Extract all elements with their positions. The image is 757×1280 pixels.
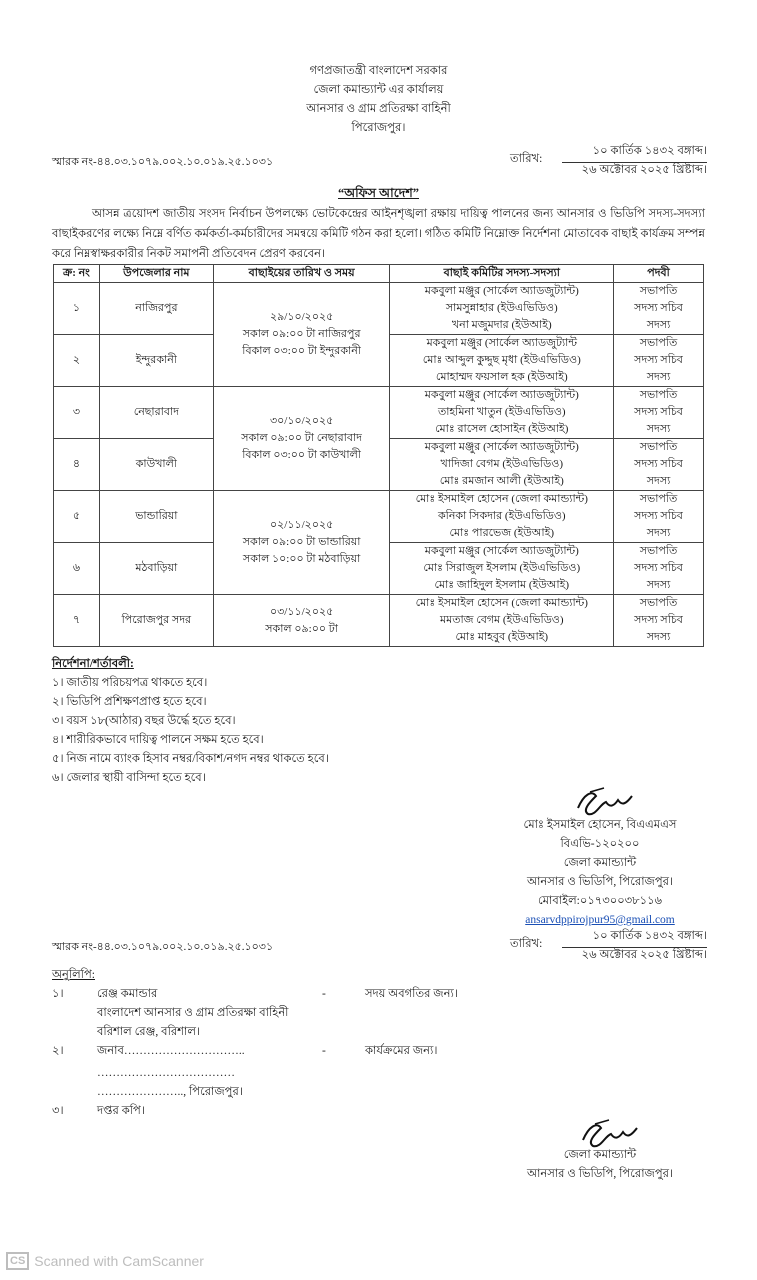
header-post: পদবী xyxy=(614,265,704,283)
member-name: মোঃ ইসমাইল হোসেন (জেলা কমান্ড্যান্ট) xyxy=(415,493,588,505)
members-cell xyxy=(390,439,614,491)
member-name: মকবুলা মঞ্জুর (সার্কেল অ্যাডজুট্যান্ট) xyxy=(424,285,579,297)
post-name: সভাপতি xyxy=(639,493,678,505)
post-name: সদস্য xyxy=(646,579,671,591)
date-label: তারিখ: xyxy=(510,153,543,165)
table-header-row xyxy=(54,265,704,283)
copy-heading: অনুলিপি: xyxy=(52,969,95,981)
memo-ref: স্মারক নং-৪৪.০৩.১০৭৯.০০২.১০.০১৯.২৫.১০৩১ xyxy=(52,156,274,168)
camscanner-logo-icon: CS xyxy=(6,1252,29,1270)
post-name: সদস্য xyxy=(646,371,671,383)
date-label: তারিখ: xyxy=(510,938,543,950)
member-name: মোঃ মাহবুব (ইউআই) xyxy=(455,631,549,643)
member-name: মোঃ আব্দুল কুদ্দুছ মৃধা (ইউএভিডিও) xyxy=(422,354,581,366)
post-name: সদস্য xyxy=(646,631,671,643)
post-name: সভাপতি xyxy=(639,389,678,401)
signatory2-office: আনসার ও ভিডিপি, পিরোজপুর। xyxy=(526,1168,674,1180)
memo-ref-copy: স্মারক নং-৪৪.০৩.১০৭৯.০০২.১০.০১৯.২৫.১০৩১ xyxy=(52,941,274,953)
upazila-cell: ভান্ডারিয়া xyxy=(99,491,213,543)
copy-number: ২। xyxy=(52,1045,64,1057)
member-name: মোঃ সিরাজুল ইসলাম (ইউএভিডিও) xyxy=(423,562,581,574)
condition-item: ২। ভিডিপি প্রশিক্ষণপ্রাপ্ত হতে হবে। xyxy=(52,696,207,708)
upazila-cell: কাউখালী xyxy=(99,439,213,491)
signatory-id: বিএভি-১২০২০০ xyxy=(560,838,640,850)
post-name: সদস্য xyxy=(646,475,671,487)
table-row xyxy=(54,387,704,439)
post-cell xyxy=(614,491,704,543)
members-cell xyxy=(390,543,614,595)
post-name: সদস্য xyxy=(646,319,671,331)
post-name: সভাপতি xyxy=(639,337,678,349)
serial-cell: ৩ xyxy=(54,387,100,439)
date-bangla: ১০ কার্তিক ১৪৩২ বঙ্গাব্দ। xyxy=(562,142,707,163)
post-name: সভাপতি xyxy=(639,441,678,453)
member-name: তাহমিনা খাতুন (ইউএভিডিও) xyxy=(437,406,566,418)
member-name: খনা মজুমদার (ইউআই) xyxy=(451,319,552,331)
copy-purpose: কার্যক্রমের জন্য। xyxy=(365,1045,438,1057)
signatory2-block xyxy=(470,1146,730,1184)
signatory-office: আনসার ও ভিডিপি, পিরোজপুর। xyxy=(526,876,674,888)
schedule-line: ০২/১১/২০২৫ xyxy=(269,519,334,531)
post-name: সদস্য সচিব xyxy=(634,510,683,522)
post-name: সদস্য xyxy=(646,527,671,539)
schedule-line: বিকাল ০৩:০০ টা ইন্দুরকানী xyxy=(242,345,361,357)
signatory-email-link[interactable]: ansarvdppirojpur95@gmail.com xyxy=(525,914,675,926)
member-name: মোঃ রাসেল হোসাইন (ইউআই) xyxy=(435,423,569,435)
post-name: সভাপতি xyxy=(639,597,678,609)
schedule-line: সকাল ০৯:০০ টা ভান্ডারিয়া xyxy=(242,536,361,548)
serial-cell: ৭ xyxy=(54,595,100,647)
post-name: সদস্য সচিব xyxy=(634,302,683,314)
date-bangla: ১০ কার্তিক ১৪৩২ বঙ্গাব্দ। xyxy=(562,927,707,948)
signatory-block xyxy=(470,816,730,930)
copy-line: বাংলাদেশ আনসার ও গ্রাম প্রতিরক্ষা বাহিনী xyxy=(97,1007,289,1019)
member-name: মকবুলা মঞ্জুর (সার্কেল অ্যাডজুট্যান্ট) xyxy=(424,389,579,401)
post-cell xyxy=(614,335,704,387)
schedule-cell xyxy=(213,491,390,595)
post-cell xyxy=(614,439,704,491)
copy-purpose: সদয় অবগতির জন্য। xyxy=(365,988,458,1000)
post-name: সদস্য সচিব xyxy=(634,614,683,626)
watermark-text: Scanned with CamScanner xyxy=(34,1253,204,1269)
members-cell xyxy=(390,387,614,439)
committee-table xyxy=(53,264,704,647)
post-cell xyxy=(614,283,704,335)
schedule-cell xyxy=(213,595,390,647)
members-cell xyxy=(390,335,614,387)
table-row xyxy=(54,283,704,335)
member-name: খাদিজা বেগম (ইউএভিডিও) xyxy=(440,458,563,470)
schedule-line: সকাল ০৯:০০ টা xyxy=(265,622,338,635)
signatory-designation: জেলা কমান্ড্যান্ট xyxy=(563,857,637,869)
members-cell xyxy=(390,283,614,335)
copy-line: রেঞ্জ কমান্ডার xyxy=(97,988,158,1000)
letterhead-line: জেলা কমান্ড্যান্ট এর কার্যালয় xyxy=(313,84,444,96)
post-name: সভাপতি xyxy=(639,545,678,557)
order-body xyxy=(52,204,705,264)
upazila-cell: মঠবাড়িয়া xyxy=(99,543,213,595)
order-title: “অফিস আদেশ” xyxy=(338,186,419,200)
copy-line: দপ্তর কপি। xyxy=(97,1105,145,1117)
upazila-cell: নাজিরপুর xyxy=(99,283,213,335)
letterhead xyxy=(0,62,757,138)
post-cell xyxy=(614,543,704,595)
signatory-name: মোঃ ইসমাইল হোসেন, বিএএমএস xyxy=(523,819,677,831)
post-cell xyxy=(614,595,704,647)
memo-date-copy xyxy=(510,927,705,967)
condition-item: ৫। নিজ নামে ব্যাংক হিসাব নম্বর/বিকাশ/নগদ নম্বর থাকতে হবে। xyxy=(52,753,329,765)
copy-list xyxy=(52,966,552,1121)
member-name: সামসুন্নাহার (ইউএভিডিও) xyxy=(445,302,558,314)
copy-line: জনাব………………………….. xyxy=(97,1045,245,1057)
schedule-line: সকাল ১০:০০ টা মঠবাড়িয়া xyxy=(242,553,361,565)
schedule-cell xyxy=(213,283,390,387)
letterhead-line: গণপ্রজাতন্ত্রী বাংলাদেশ সরকার xyxy=(309,65,448,77)
upazila-cell: নেছারাবাদ xyxy=(99,387,213,439)
copy-number: ১। xyxy=(52,988,64,1000)
copy-line: ………………….., পিরোজপুর। xyxy=(97,1086,243,1098)
dash: - xyxy=(322,1045,326,1057)
letterhead-line: পিরোজপুর। xyxy=(351,122,406,134)
schedule-line: ০৩/১১/২০২৫ xyxy=(269,605,334,618)
header-members: বাছাই কমিটির সদস্য-সদস্যা xyxy=(390,265,614,283)
member-name: মকবুলা মঞ্জুর (সার্কেল অ্যাডজুট্যান্ট) xyxy=(424,441,579,453)
copy-number: ৩। xyxy=(52,1105,64,1117)
upazila-cell: পিরোজপুর সদর xyxy=(99,595,213,647)
memo-date xyxy=(510,142,705,182)
serial-cell: ১ xyxy=(54,283,100,335)
header-schedule: বাছাইয়ের তারিখ ও সময় xyxy=(213,265,390,283)
members-cell xyxy=(390,491,614,543)
schedule-line: সকাল ০৯:০০ টা নাজিরপুর xyxy=(242,328,361,340)
serial-cell: ৪ xyxy=(54,439,100,491)
member-name: মমতাজ বেগম (ইউএভিডিও) xyxy=(439,614,564,626)
member-name: কনিকা সিকদার (ইউএভিডিও) xyxy=(437,510,566,522)
members-cell xyxy=(390,595,614,647)
schedule-line: ২৯/১০/২০২৫ xyxy=(269,311,334,323)
order-body-text: আসন্ন ত্রয়োদশ জাতীয় সংসদ নির্বাচন উপলক্ষ্যে ভোটকেন্দ্রের আইনশৃঙ্খলা রক্ষায় দায়িত্ব পালনের জন্য আনসার ও ভিডিপি সদস্য-সদস্যা বাছাইকরণের লক্ষ্যে নিম্নে বর্ণিত কর্মকর্তা-কর্মচারীদের সমন্বয়ে কমিটি গঠন করা হলো। গঠিত কমিটি নিম্নোক্ত নির্দেশনা মোতাবেক বাছাই কার্যক্রম সম্পন্ন করে নিম্নস্বাক্ষরকারীর নিকট সমাপনী প্রতিবেদন প্রেরণ করবেন। xyxy=(52,208,705,260)
table-row xyxy=(54,595,704,647)
copy-line: বরিশাল রেঞ্জ, বরিশাল। xyxy=(97,1026,201,1038)
serial-cell: ৬ xyxy=(54,543,100,595)
signatory-mobile: মোবাইল:০১৭৩০০৩৮১১৬ xyxy=(537,895,663,907)
member-name: মকবুলা মঞ্জুর (সার্কেল অ্যাডজুট্যান্ট xyxy=(426,337,577,349)
letterhead-line: আনসার ও গ্রাম প্রতিরক্ষা বাহিনী xyxy=(306,103,451,115)
conditions xyxy=(52,655,329,788)
date-english: ২৬ অক্টোবর ২০২৫ খ্রিষ্টাব্দ। xyxy=(581,949,707,961)
schedule-line: বিকাল ০৩:০০ টা কাউখালী xyxy=(242,449,361,461)
signatory2-designation: জেলা কমান্ড্যান্ট xyxy=(563,1149,637,1161)
member-name: মোঃ রমজান আলী (ইউআই) xyxy=(439,475,564,487)
header-upazila: উপজেলার নাম xyxy=(99,265,213,283)
copy-line: ……………………………… xyxy=(97,1067,235,1079)
condition-item: ১। জাতীয় পরিচয়পত্র থাকতে হবে। xyxy=(52,677,208,689)
member-name: মোঃ পারভেজ (ইউআই) xyxy=(449,527,555,539)
schedule-line: ৩০/১০/২০২৫ xyxy=(269,415,334,427)
condition-item: ৪। শারীরিকভাবে দায়িত্ব পালনে সক্ষম হতে হবে। xyxy=(52,734,264,746)
conditions-heading: নির্দেশনা/শর্তাবলী: xyxy=(52,658,134,670)
post-name: সদস্য সচিব xyxy=(634,458,683,470)
member-name: মোঃ জাহিদুল ইসলাম (ইউআই) xyxy=(434,579,570,591)
dash: - xyxy=(322,988,326,1000)
schedule-cell xyxy=(213,387,390,491)
camscanner-watermark xyxy=(6,1252,204,1270)
upazila-cell: ইন্দুরকানী xyxy=(99,335,213,387)
header-serial: ক্র: নং xyxy=(54,265,100,283)
post-name: সদস্য সচিব xyxy=(634,354,683,366)
signature-image xyxy=(570,786,640,820)
member-name: মকবুলা মঞ্জুর (সার্কেল অ্যাডজুট্যান্ট) xyxy=(424,545,579,557)
serial-cell: ২ xyxy=(54,335,100,387)
serial-cell: ৫ xyxy=(54,491,100,543)
member-name: মোঃ ইসমাইল হোসেন (জেলা কমান্ড্যান্ট) xyxy=(415,597,588,609)
post-name: সদস্য সচিব xyxy=(634,406,683,418)
condition-item: ৩। বয়স ১৮(আঠার) বছর উর্দ্ধে হতে হবে। xyxy=(52,715,236,727)
table-row xyxy=(54,491,704,543)
post-name: সভাপতি xyxy=(639,285,678,297)
condition-item: ৬। জেলার স্থায়ী বাসিন্দা হতে হবে। xyxy=(52,772,206,784)
schedule-line: সকাল ০৯:০০ টা নেছারাবাদ xyxy=(241,432,362,444)
date-english: ২৬ অক্টোবর ২০২৫ খ্রিষ্টাব্দ। xyxy=(581,164,707,176)
post-name: সদস্য সচিব xyxy=(634,562,683,574)
member-name: মোহাম্মদ ফয়সাল হক (ইউআই) xyxy=(435,371,568,383)
post-name: সদস্য xyxy=(646,423,671,435)
post-cell xyxy=(614,387,704,439)
